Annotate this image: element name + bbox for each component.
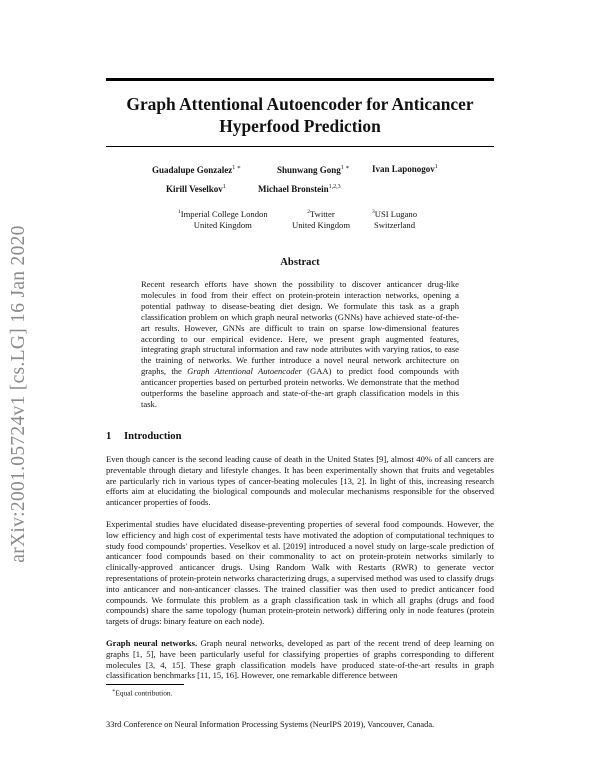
author-row: [106, 164, 494, 184]
arxiv-stamp-text: arXiv:2001.05724v1 [cs.LG] 16 Jan 2020: [8, 224, 29, 563]
affiliation: $^3$USI Lugano Switzerland: [372, 208, 417, 230]
footnote-rule: [106, 684, 184, 685]
author: Ivan Laponogov$^1$: [372, 164, 438, 174]
paper-title: Graph Attentional Autoencoder for Anticancer Hyperfood Prediction: [126, 94, 474, 136]
affiliation: $^2$Twitter United Kingdom: [292, 208, 351, 230]
author-block: [106, 164, 494, 204]
intro-paragraph: Graph neural networks. Graph neural networks, developed as part of the recent trend of deep learning on graphs [1, 5], have been particularly useful for classifying properties of graphs corresponding to different molecules [3, 4, 15]. These graph classification models have produced state-of-the-art results in graph classification benchmarks [11, 15, 16]. However, one remarkable difference between: [106, 638, 494, 681]
author-row: [106, 184, 494, 204]
abstract-text: Recent research efforts have shown the possibility to discover anticancer drug-like molecules in food from their effect on protein-protein interaction networks, opening a potential pathway to disease-beating diet design. We formulate this task as a graph classification problem on which graph neural networks (GNNs) have achieved state-of-the-art results. However, GNNs are difficult to train on sparse low-dimensional features according to our empirical evidence. Here, we present graph augmented features, integrating graph structural information and raw node attributes with varying ratios, to ease the training of networks. We further introduce a novel neural network architecture on graphs, the Graph Attentional Autoencoder (GAA) to predict food compounds with anticancer properties based on perturbed protein networks. We demonstrate that the method outperforms the baseline approach and state-of-the-art graph classification models in this task.: [141, 279, 459, 409]
intro-paragraph: Experimental studies have elucidated disease-preventing properties of several food compounds. However, the low efficiency and high cost of experimental tests have motivated the adoption of computational techniques to study food compounds' properties. Veselkov et al. [2019] introduced a novel study on large-scale prediction of anticancer food compounds based on their commonality to act on protein-protein networks similarly to clinically-approved anticancer drugs. Using Random Walk with Restarts (RWR) to generate vector representations of protein-protein networks characterizing drugs, a supervised method was used to classify drugs into anticancer and non-anticancer classes. The trained classifier was then used to predict anticancer food compounds. We formulate this problem as a graph classification task in which all graphs (drugs and food compounds) share the same topology (human protein-protein network) differing only in node features (protein targets of drugs: binary feature on each node).: [106, 519, 494, 627]
abstract-heading: Abstract: [280, 257, 320, 268]
author: Michael Bronstein$^{1,2,3}$: [258, 184, 341, 194]
title-bottom-rule: [106, 146, 494, 147]
author: Shunwang Gong$^{1 ∗}$: [277, 165, 350, 175]
footnote: ∗Equal contribution.: [112, 688, 173, 698]
arxiv-stamp: [8, 196, 30, 591]
author: Kirill Veselkov$^1$: [166, 184, 226, 194]
venue-footer: 33rd Conference on Neural Information Processing Systems (NeurIPS 2019), Vancouver, Canada.: [106, 720, 435, 729]
author: Guadalupe Gonzalez$^{1 ∗}$: [152, 165, 241, 175]
affiliation: $^1$Imperial College London United Kingdom: [178, 208, 268, 230]
title-top-rule: [106, 78, 494, 81]
intro-paragraph: Even though cancer is the second leading cause of death in the United States [9], almost 40% of all cancers are preventable through dietary and lifestyle changes. It has been experimentally shown that fruits and vegetables are particularly rich in various types of cancer-beating molecules [13, 2]. In light of this, increasing research efforts aim at elucidating the biological compounds and molecular mechanisms responsible for the observed anticancer properties of foods.: [106, 454, 494, 508]
section-heading: 1 Introduction: [106, 431, 182, 442]
